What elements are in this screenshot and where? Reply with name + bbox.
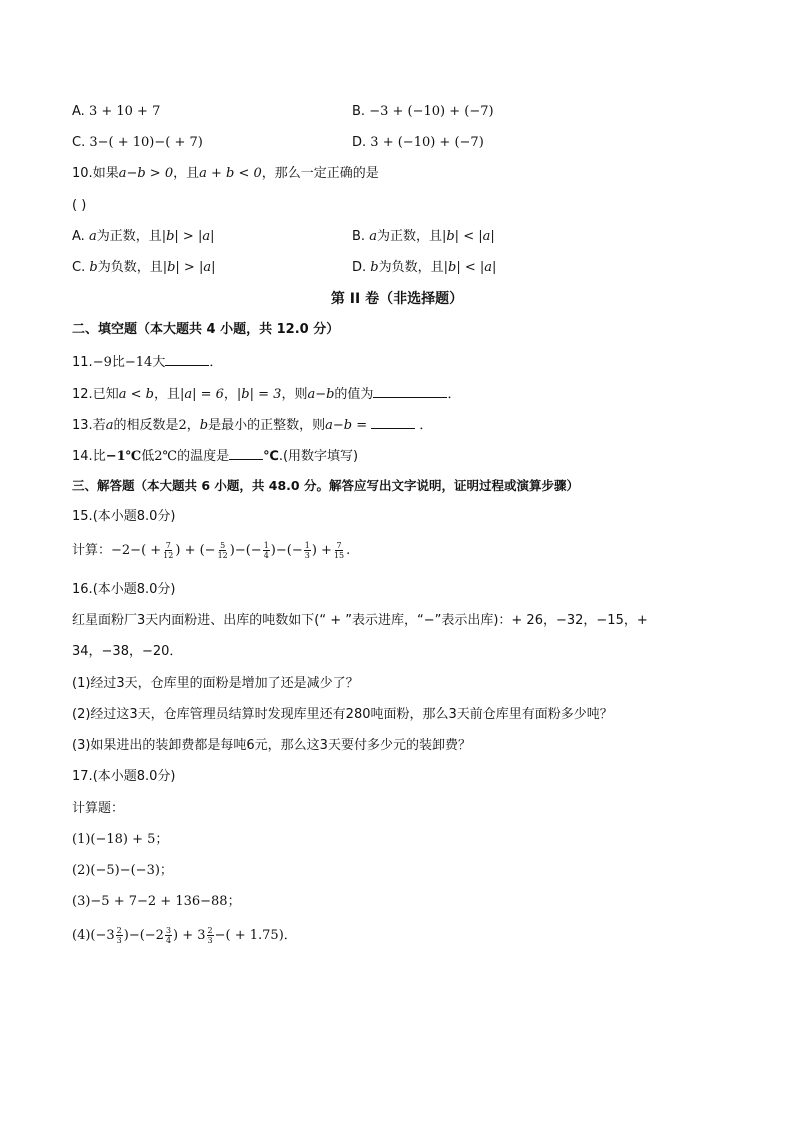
q17-subquestion-3: (3)−5 + 7−2 + 136−88； — [72, 894, 241, 909]
q9-option-a[interactable]: A. 3 + 10 + 7 — [72, 104, 161, 119]
fraction: $\frac{7}{15}$ — [333, 541, 345, 560]
q10-option-b[interactable]: B. a为正数，且|b| < |a| — [352, 229, 495, 244]
fraction: $\frac{5}{12}$ — [217, 541, 228, 560]
q15-heading: 15.(本小题8.0分) — [72, 509, 176, 524]
q10-option-a[interactable]: A. a为正数，且|b| > |a| — [72, 229, 215, 244]
section-3-header: 三、解答题（本大题共 6 小题，共 48.0 分。解答应写出文字说明，证明过程或演算步骤） — [72, 478, 579, 493]
q14: 14.比−1℃低2℃的温度是 ℃.(用数字填写) — [72, 446, 358, 466]
q11-answer-blank[interactable] — [165, 352, 209, 366]
section-2-header: 二、填空题（本大题共 4 小题，共 12.0 分） — [72, 322, 340, 337]
q13-answer-blank[interactable] — [371, 415, 415, 429]
fraction: $\frac{2}{3}$ — [116, 926, 122, 945]
fraction: $\frac{2}{3}$ — [207, 926, 213, 945]
q10-stem: 10.如果a−b > 0，且a + b < 0，那么一定正确的是 — [72, 166, 379, 181]
q17-heading: 17.(本小题8.0分) — [72, 769, 176, 784]
q16-subquestion-1: (1)经过3天，仓库里的面粉是增加了还是减少了？ — [72, 676, 359, 691]
q16-subquestion-2: (2)经过这3天，仓库管理员结算时发现库里还有280吨面粉，那么3天前仓库里有面粉多少吨？ — [72, 707, 613, 722]
q9-option-b[interactable]: B. −3 + (−10) + (−7) — [352, 104, 494, 119]
section-2-title: 第 II 卷（非选择题） — [330, 291, 464, 307]
q17-subquestion-2: (2)(−5)−(−3)； — [72, 863, 173, 878]
fraction: $\frac{1}{3}$ — [304, 541, 310, 560]
q16-stem-line2: 34，−38，−20． — [72, 644, 183, 659]
q10-answer-paren: ( ) — [72, 198, 87, 213]
fraction: $\frac{3}{4}$ — [165, 926, 172, 945]
q17-label: 计算题： — [72, 801, 125, 816]
q14-answer-blank[interactable] — [229, 446, 263, 460]
q11: 11.−9比−14大 ． — [72, 352, 222, 372]
q17-subquestion-1: (1)(−18) + 5； — [72, 832, 169, 847]
q13: 13.若a的相反数是2，b是最小的正整数，则a−b = ． — [72, 415, 432, 435]
q15-expression: 计算：−2−( + $\frac{7}{12}$ ) + (− $\frac{5}{12}$ )−(− $\frac{1}{4}$ )−(− $\frac{1}{3}$ ) + $\frac{7}{15}$ . — [72, 541, 351, 560]
fraction: $\frac{7}{12}$ — [163, 541, 174, 560]
q9-option-c[interactable]: C. 3−( + 10)−( + 7) — [72, 135, 203, 150]
q12-answer-blank[interactable] — [373, 384, 447, 398]
q10-option-c[interactable]: C. b为负数，且|b| > |a| — [72, 260, 216, 275]
q12: 12.已知a < b，且|a| = 6，|b| = 3，则a−b的值为 ． — [72, 384, 460, 404]
q16-stem-line1: 红星面粉厂3天内面粉进、出库的吨数如下(“ + ”表示进库，“−”表示出库)：+ 26，−32，−15，+ — [72, 613, 648, 628]
q9-option-d[interactable]: D. 3 + (−10) + (−7) — [352, 135, 484, 150]
q16-subquestion-3: (3)如果进出的装卸费都是每吨6元，那么这3天要付多少元的装卸费？ — [72, 738, 471, 753]
q17-subquestion-4: (4)(−3 $\frac{2}{3}$ )−(−2 $\frac{3}{4}$ ) + 3 $\frac{2}{3}$ −( + 1.75)． — [72, 926, 297, 945]
q16-heading: 16.(本小题8.0分) — [72, 582, 176, 597]
q10-option-d[interactable]: D. b为负数，且|b| < |a| — [352, 260, 497, 275]
fraction: $\frac{1}{4}$ — [263, 541, 269, 560]
